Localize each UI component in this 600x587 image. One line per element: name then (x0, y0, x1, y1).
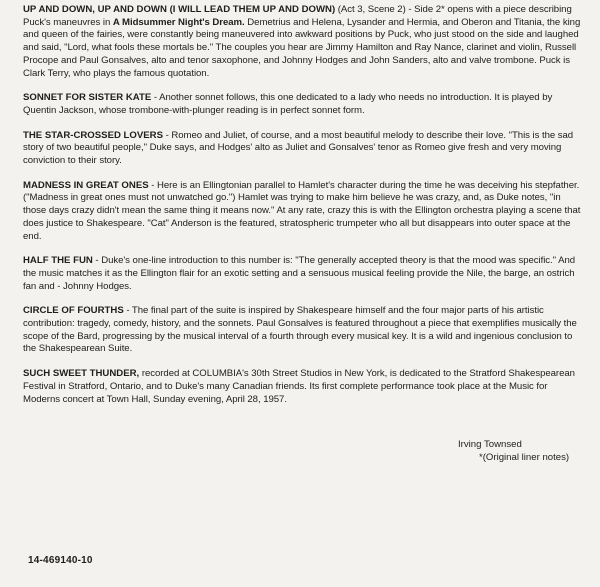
section-paragraph (23, 180, 586, 244)
play-title: A Midsummer Night's Dream. (112, 16, 245, 28)
section-circle-of-fourths (23, 305, 586, 356)
section-paragraph (23, 305, 586, 356)
section-such-sweet-thunder (23, 368, 586, 406)
section-half-the-fun (23, 255, 586, 293)
section-up-and-down (23, 4, 586, 80)
section-body: - Duke's one-line introduction to this number is: "The generally accepted theory is that the mood was specific." And the music matches it as the Ellington flair for an exotic setting and a sensuous musical feeling provide the Nile, the barge, an ostrich fan and - Johnny Hodges. (23, 255, 576, 292)
section-heading: SUCH SWEET THUNDER, (23, 368, 140, 380)
section-paragraph (23, 368, 586, 406)
section-body: - Here is an Ellingtonian parallel to Hamlet's character during the time he was deceiving his stepfather. ("Madness in great ones must not unwatched go.") Hamlet was trying to make him believe he was crazy, and, as Duke notes, "in those days crazy didn't mean the same thing it means now." At any rate, crazy this is with the Ellington orchestra playing a scene that does justice to Shakespeare. "Cat" Anderson is the featured, stratospheric trumpeter who all but disappears into outer space at the end. (23, 179, 581, 242)
section-heading: MADNESS IN GREAT ONES (23, 179, 149, 191)
section-paragraph (23, 4, 586, 80)
signature-block (23, 439, 586, 464)
section-body-after: Demetrius and Helena, Lysander and Hermia, and Oberon and Titania, the king and queen of the fairies, were constantly being maneuvered into awkward positions by Puck, who just stood on the side and laughed and said, "Lord, what fools these mortals be." The couples you hear are Jimmy Hamilton and Ray Nance, clarinet and violin, Russell Procope and Paul Gonsalves, alto and tenor saxophone, and Johnny Hodges and John Sanders, alto and valve trombone. Puck is Clark Terry, who plays the famous quotation. (23, 16, 581, 79)
section-madness-in-great-ones (23, 180, 586, 244)
section-heading: HALF THE FUN (23, 255, 93, 267)
section-body: recorded at COLUMBIA's 30th Street Studios in New York, is dedicated to the Stratford Shakespearean Festival in Stratford, Ontario, and to Duke's many Canadian friends. Its first complete performance took place at the Music for Moderns concert at Town Hall, Sunday evening, April 28, 1957. (23, 368, 575, 405)
section-heading: CIRCLE OF FOURTHS (23, 305, 124, 317)
section-body: - Romeo and Juliet, of course, and a most beautiful melody to describe their love. "This is the sad story of two beautiful people," Duke says, and Hodges' alto as Juliet and Gonsalves' tenor as Romeo give fresh and very moving conviction to their story. (23, 129, 574, 167)
section-paragraph (23, 255, 586, 293)
section-body-before: (Act 3, Scene 2) - Side 2* opens with a piece describing Puck's maneuvres in (23, 4, 572, 28)
author-name: Irving Townsed (458, 439, 522, 450)
section-sonnet-for-sister-kate (23, 92, 586, 117)
catalog-number: 14-469140-10 (28, 555, 93, 566)
section-body: - Another sonnet follows, this one dedicated to a lady who needs no introduction. It is played by Quentin Jackson, whose trombone-with-plunger reading is in perfect sonnet form. (23, 92, 553, 116)
section-paragraph (23, 92, 586, 117)
section-heading: SONNET FOR SISTER KATE (23, 92, 152, 104)
liner-notes-text (23, 4, 586, 463)
section-heading: THE STAR-CROSSED LOVERS (23, 129, 164, 141)
section-heading: UP AND DOWN, UP AND DOWN (I WILL LEAD THEM UP AND DOWN) (23, 4, 336, 15)
section-star-crossed-lovers (23, 130, 586, 168)
section-paragraph (23, 130, 586, 168)
section-body: - The final part of the suite is inspired by Shakespeare himself and the four major parts of his artistic contribution: tragedy, comedy, history, and the sonnets. Paul Gonsalves is featured throughout a piece that exemplifies musically the scope of the Bard, progressing by the musical interval of a fourth through every musical key. It is a wild and ingenious conclusion to the Shakespearean Suite. (23, 305, 577, 355)
original-notes-note: *(Original liner notes) (479, 451, 570, 463)
